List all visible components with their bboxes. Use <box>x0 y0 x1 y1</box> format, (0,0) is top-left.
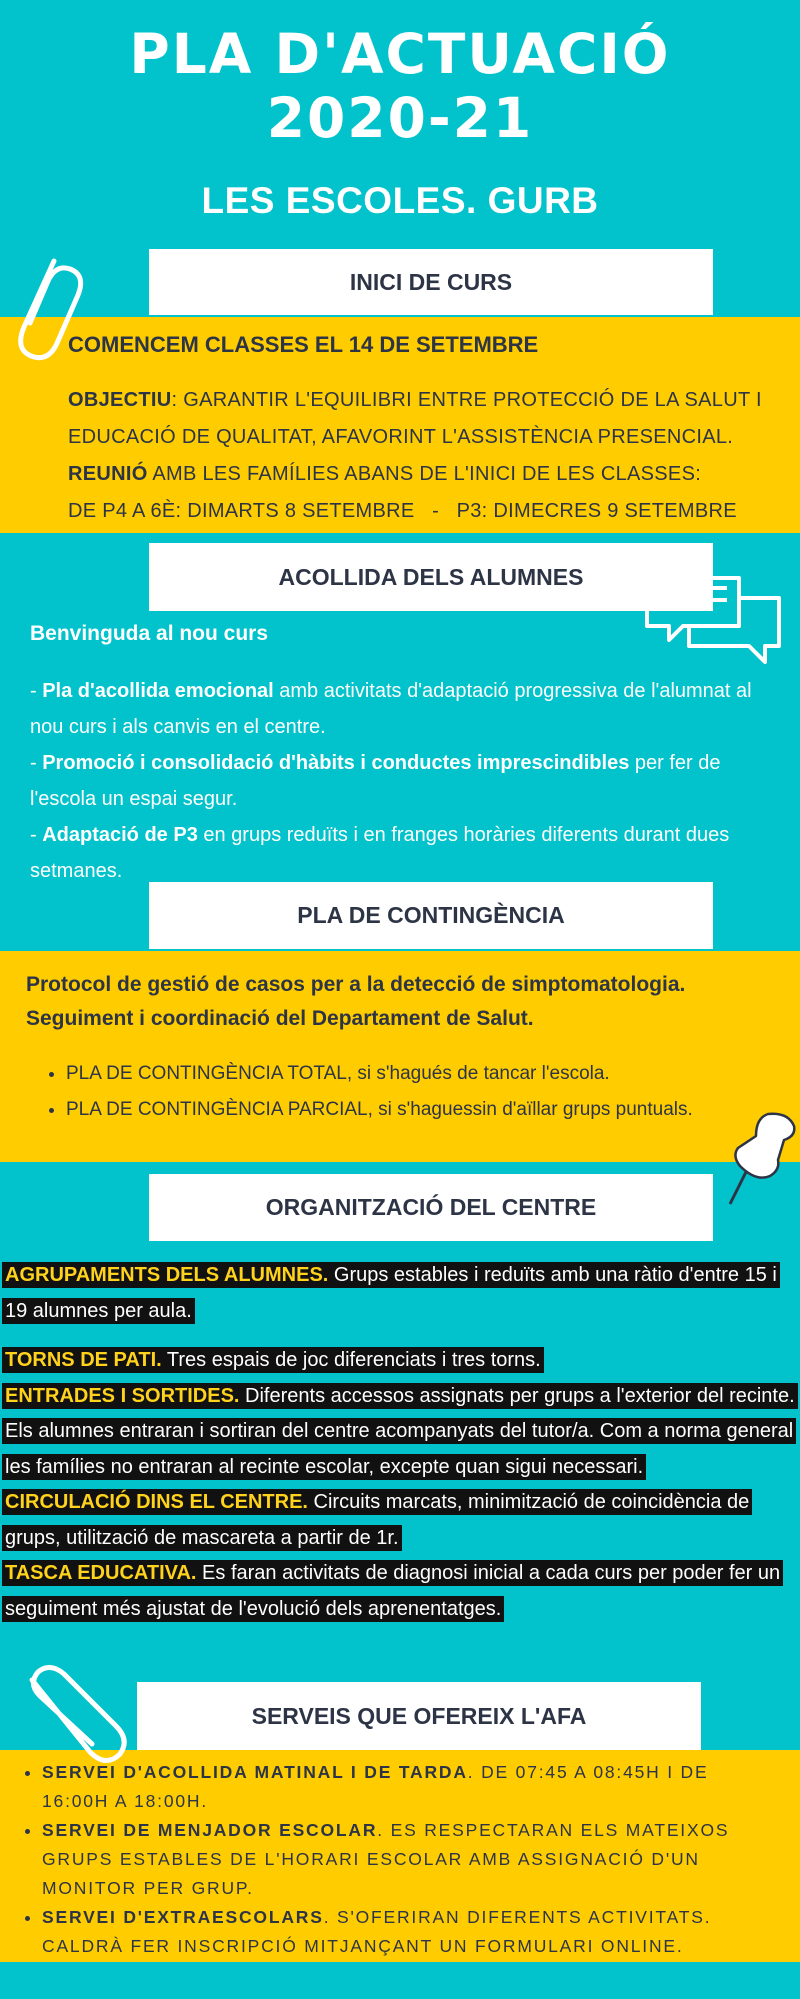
org-item-text: Circuits marcats, minimització de coincidència de grups, utilització de mascareta a partir de 1r. <box>5 1491 750 1549</box>
org-item <box>2 1343 800 1379</box>
inici-lead: COMENCEM CLASSES EL 14 DE SETEMBRE <box>68 332 539 357</box>
objectiu-paragraph <box>68 382 768 456</box>
contingencia-heading: PLA DE CONTINGÈNCIA <box>149 882 713 949</box>
list-item: • PLA DE CONTINGÈNCIA TOTAL, si s'hagués de tancar l'escola. <box>66 1056 786 1092</box>
acollida-item: - Adaptació de P3 en grups reduïts i en franges horàries diferents durant dues setmanes. <box>30 824 730 882</box>
acollida-list <box>30 673 785 889</box>
title-line-1: PLA D'ACTUACIÓ <box>129 22 671 86</box>
objectiu-text: : GARANTIR L'EQUILIBRI ENTRE PROTECCIÓ DE LA SALUT I EDUCACIÓ DE QUALITAT, AFAVORINT L'ASSISTÈNCIA PRESENCIAL. <box>68 389 762 448</box>
org-item-text: Tres espais de joc diferenciats i tres torns. <box>161 1349 541 1371</box>
reunio-label: REUNIÓ <box>68 463 148 485</box>
org-item-key: ENTRADES I SORTIDES. <box>5 1384 240 1407</box>
paperclip-icon <box>20 1660 130 1770</box>
objectiu-label: OBJECTIU <box>68 389 172 411</box>
org-item-key: TORNS DE PATI. <box>5 1349 162 1371</box>
page-subtitle: LES ESCOLES. GURB <box>201 180 599 221</box>
org-item-key: AGRUPAMENTS DELS ALUMNES. <box>5 1264 329 1286</box>
org-item-key: CIRCULACIÓ DINS EL CENTRE. <box>5 1491 308 1513</box>
acollida-heading: ACOLLIDA DELS ALUMNES <box>149 543 713 611</box>
acollida-item: - Pla d'acollida emocional amb activitats d'adaptació progressiva de l'alumnat al nou curs i als canvis en el centre. <box>30 680 752 738</box>
org-item-key: TASCA EDUCATIVA. <box>5 1562 197 1584</box>
org-item <box>2 1258 800 1329</box>
org-item-text: Es faran activitats de diagnosi inicial a cada curs per poder fer un seguiment més ajustat de l'evolució dels aprenentatges. <box>5 1562 781 1620</box>
organitzacio-heading: ORGANITZACIÓ DEL CENTRE <box>149 1174 713 1241</box>
list-item: • PLA DE CONTINGÈNCIA PARCIAL, si s'haguessin d'aïllar grups puntuals. <box>66 1092 786 1128</box>
reunio-dates: DE P4 A 6È: DIMARTS 8 SETEMBRE - P3: DIMECRES 9 SETEMBRE <box>68 500 737 522</box>
acollida-welcome: Benvinguda al nou curs <box>30 622 269 645</box>
contingencia-bullets <box>66 1056 786 1128</box>
page-title <box>0 22 800 150</box>
list-item: • SERVEI D'EXTRAESCOLARS. S'OFERIRAN DIFERENTS ACTIVITATS. CALDRÀ FER INSCRIPCIÓ MITJANÇANT UN FORMULARI ONLINE. <box>42 1903 782 1961</box>
serveis-heading: SERVEIS QUE OFEREIX L'AFA <box>137 1682 701 1750</box>
contingencia-intro <box>26 968 766 1036</box>
push-pin-icon <box>722 1108 798 1212</box>
reunio-paragraph <box>68 456 768 493</box>
contingencia-intro-2: Seguiment i coordinació del Departament de Salut. <box>26 1007 534 1030</box>
org-item-text: Diferents accessos assignats per grups a l'exterior del recinte. Els alumnes entraran i sortiran del centre acompanyats del tutor/a. Com a norma general les famílies no entraran al recinte escolar, excepte quan sigui necessari. <box>5 1384 795 1478</box>
org-item-text: Grups estables i reduïts amb una ràtio d'entre 15 i 19 alumnes per aula. <box>5 1264 777 1322</box>
serveis-list <box>22 1758 782 1961</box>
organitzacio-list <box>2 1258 800 1627</box>
chat-bubbles-icon <box>643 574 785 670</box>
org-item <box>2 1556 800 1627</box>
inici-heading: INICI DE CURS <box>149 249 713 315</box>
reunio-text: AMB LES FAMÍLIES ABANS DE L'INICI DE LES CLASSES: <box>147 463 702 485</box>
org-item <box>2 1485 800 1556</box>
inici-body <box>68 382 768 530</box>
contingencia-intro-1: Protocol de gestió de casos per a la detecció de simptomatologia. <box>26 973 686 996</box>
acollida-item: - Promoció i consolidació d'hàbits i conductes imprescindibles per fer de l'escola un espai segur. <box>30 752 721 810</box>
title-line-2: 2020-21 <box>266 86 534 150</box>
list-item: • SERVEI DE MENJADOR ESCOLAR. ES RESPECTARAN ELS MATEIXOS GRUPS ESTABLES DE L'HORARI ESCOLAR AMB ASSIGNACIÓ D'UN MONITOR PER GRUP. <box>42 1816 782 1903</box>
list-item: • SERVEI D'ACOLLIDA MATINAL I DE TARDA. DE 07:45 A 08:45H I DE 16:00H A 18:00H. <box>42 1758 782 1816</box>
org-item <box>2 1379 800 1486</box>
